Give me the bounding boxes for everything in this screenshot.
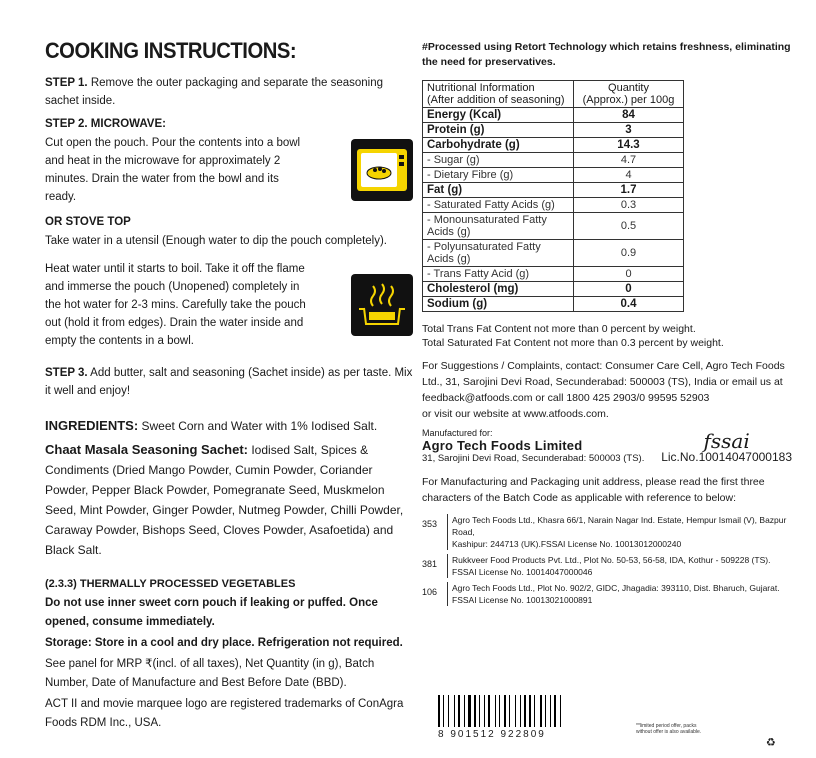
sachet-text: Iodised Salt, Spices & Condiments (Dried Mango Powder, Cumin Powder, Coriander Powder, Pepper Black Powder, Pomegranate Seed, Muskmelon Seed, Mint Powder, Ginger Powder, Nutmeg Powder, Chilli Powder, Caraway Powder, Bishops Seed, Cloves Powder, Asafoetida) and Black Salt. (45, 443, 404, 557)
nutrition-row (423, 168, 684, 183)
nutrition-row (423, 108, 684, 123)
nutrient-value: 0 (574, 267, 684, 282)
manufacturing-units (422, 514, 792, 606)
nutrient-value: 0.3 (574, 198, 684, 213)
header-col2-line2: (Approx.) per 100g (582, 94, 675, 106)
pouch-warning: Do not use inner sweet corn pouch if leaking or puffed. Once opened, consume immediately. (45, 597, 378, 628)
nutrient-value: 4 (574, 168, 684, 183)
barcode-bar (545, 695, 546, 727)
sat-fat-note: Total Saturated Fat Content not more than 0.3 percent by weight. (422, 337, 724, 349)
barcode-bar (520, 695, 521, 727)
unit-brace (442, 554, 448, 578)
nutrient-value: 0.4 (574, 297, 684, 312)
nutrient-value: 3 (574, 123, 684, 138)
unit-code: 106 (422, 587, 438, 597)
barcode-bar (511, 695, 514, 727)
manufacturer-address: 31, Sarojini Devi Road, Secunderabad: 500003 (TS). (422, 453, 645, 464)
recycle-icon: ♻ (766, 737, 776, 749)
barcode-bar (552, 695, 553, 727)
barcode-bar (522, 695, 523, 727)
step1-label: STEP 1. (45, 77, 88, 89)
nutrition-row (423, 198, 684, 213)
nutrition-header-row (423, 81, 684, 108)
header-col1-line2: (After addition of seasoning) (427, 94, 565, 106)
stove-text2: Heat water until it starts to boil. Take it off the flame and immerse the pouch (Unopened) completely in the hot water for 2-3 mins. Carefully take the pouch out (hold it from edges). Drain the water inside and empty the contents in a bowl. (45, 263, 306, 347)
fssai-license: Lic.No.10014047000183 (661, 450, 792, 464)
barcode-bar (458, 695, 460, 727)
trademark-text: ACT II and movie marquee logo are registered trademarks of ConAgra Foods RDM Inc., USA. (45, 698, 404, 729)
boiling-pot-icon (351, 274, 413, 336)
offer-note: **limited period offer, packs without offer is also available. (636, 723, 702, 735)
step2-row (45, 134, 413, 206)
barcode-bar (438, 695, 440, 727)
fssai-block (661, 429, 792, 464)
nutrient-name: - Trans Fatty Acid (g) (423, 267, 574, 282)
barcode-bar (547, 695, 549, 727)
barcode-bar (491, 695, 494, 727)
header-col1-line1: Nutritional Information (427, 82, 535, 94)
barcode-bar (540, 695, 542, 727)
batch-note: For Manufacturing and Packaging unit address, please read the first three characters of the Batch Code as applicable with reference to below: (422, 476, 765, 504)
right-column (422, 40, 792, 610)
unit-code: 353 (422, 519, 438, 529)
manufacturer-block (422, 428, 792, 464)
nutrient-name: Protein (g) (423, 123, 574, 138)
storage-text: Storage: Store in a cool and dry place. Refrigeration not required. (45, 637, 403, 649)
nutrition-row (423, 153, 684, 168)
nutrient-value: 4.7 (574, 153, 684, 168)
nutrient-name: - Saturated Fatty Acids (g) (423, 198, 574, 213)
barcode-bar (550, 695, 551, 727)
barcode-bar (534, 695, 535, 727)
unit-address (452, 554, 770, 578)
barcode-bar (495, 695, 496, 727)
step2-text: Cut open the pouch. Pour the contents into a bowl and heat in the microwave for approximately 2 minutes. Drain the water from the bowl and its ready. (45, 137, 301, 203)
left-column (45, 38, 413, 733)
nutrient-name: - Dietary Fibre (g) (423, 168, 574, 183)
step1-text: Remove the outer packaging and separate the seasoning sachet inside. (45, 77, 383, 107)
nutrition-row (423, 123, 684, 138)
barcode-bar (504, 695, 506, 727)
step3-label: STEP 3. (45, 367, 88, 379)
nutrient-name: Energy (Kcal) (423, 108, 574, 123)
product-category: (2.3.3) THERMALLY PROCESSED VEGETABLES (45, 578, 296, 590)
barcode-bar (481, 695, 483, 727)
fat-notes (422, 322, 792, 350)
nutrient-name: Sodium (g) (423, 297, 574, 312)
header-col2-line1: Quantity (608, 82, 649, 94)
cooking-title: COOKING INSTRUCTIONS: (45, 38, 297, 63)
barcode-bar (450, 695, 453, 727)
fssai-logo: fssai (703, 429, 750, 453)
barcode-number: 8 901512 922809 (438, 729, 546, 740)
unit-line2: FSSAI License No. 10013021000891 (452, 595, 593, 605)
barcode-bar (441, 695, 442, 727)
manufacturer-info (422, 428, 644, 464)
ingredients-text: Sweet Corn and Water with 1% Iodised Salt. (138, 419, 378, 433)
barcode-bar (497, 695, 498, 727)
nutrient-value: 0.9 (574, 240, 684, 267)
nutrition-table (422, 80, 684, 312)
unit-line1: Rukkveer Food Products Pvt. Ltd., Plot No. 50-53, 56-58, IDA, Kothur - 509228 (TS). (452, 555, 771, 565)
website-text: or visit our website at www.atfoods.com. (422, 408, 609, 420)
ingredients (45, 416, 413, 436)
barcode-bar (499, 695, 500, 727)
barcode-bar (557, 695, 559, 727)
barcode-bar (479, 695, 480, 727)
unit-entry (422, 514, 792, 550)
unit-line2: Kashipur: 244713 (UK).FSSAI License No. 10013012000240 (452, 539, 682, 549)
barcode-bar (529, 695, 531, 727)
barcode-bar (527, 695, 528, 727)
barcode-bar (477, 695, 478, 727)
barcode-bar (524, 695, 526, 727)
barcode-bar (488, 695, 490, 727)
nutrient-value: 1.7 (574, 183, 684, 198)
stove-label: OR STOVE TOP (45, 216, 131, 228)
contact-info (422, 358, 792, 422)
barcode-bar (509, 695, 510, 727)
unit-code: 381 (422, 559, 438, 569)
unit-entry (422, 554, 792, 578)
nutrition-header-col1 (423, 81, 574, 108)
nutrition-row (423, 267, 684, 282)
nutrient-value: 0.5 (574, 213, 684, 240)
barcode (438, 695, 738, 745)
step1 (45, 74, 413, 110)
barcode-bar (536, 695, 539, 727)
barcode-bar (562, 695, 565, 727)
manufacturer-name: Agro Tech Foods Limited (422, 438, 583, 453)
mrp-text: See panel for MRP ₹(incl. of all taxes), Net Quantity (in g), Batch Number, Date of Manufacture and Best Before Date (BBD). (45, 658, 375, 689)
barcode-bar (532, 695, 533, 727)
nutrition-row (423, 297, 684, 312)
barcode-bar (560, 695, 561, 727)
microwave-icon (351, 139, 413, 201)
barcode-bar (517, 695, 519, 727)
nutrition-row (423, 240, 684, 267)
nutrient-value: 14.3 (574, 138, 684, 153)
seasoning-sachet (45, 440, 413, 560)
unit-line1: Agro Tech Foods Ltd., Plot No. 902/2, GIDC, Jhagadia: 393110, Dist. Bharuch, Gujarat. (452, 583, 780, 593)
unit-brace (442, 514, 448, 550)
unit-brace (442, 582, 448, 606)
nutrition-row (423, 213, 684, 240)
barcode-bar (554, 695, 556, 727)
barcode-bar (445, 695, 447, 727)
barcode-bar (456, 695, 457, 727)
nutrient-name: - Monounsaturated Fatty Acids (g) (423, 213, 574, 240)
barcode-bar (454, 695, 455, 727)
unit-line2: FSSAI License No. 10014047000046 (452, 567, 593, 577)
barcode-bar (466, 695, 467, 727)
sachet-label: Chaat Masala Seasoning Sachet: (45, 442, 249, 457)
barcode-bar (464, 695, 465, 727)
unit-line1: Agro Tech Foods Ltd., Khasra 66/1, Narain Nagar Ind. Estate, Hempur Ismail (V), Bazpur Road, (452, 515, 787, 537)
unit-address (452, 582, 780, 606)
nutrient-name: Cholesterol (mg) (423, 282, 574, 297)
stove-text1: Take water in a utensil (Enough water to dip the pouch completely). (45, 235, 387, 247)
barcode-bar (501, 695, 503, 727)
barcode-bar (468, 695, 471, 727)
barcode-bar (515, 695, 516, 727)
barcode-bar (543, 695, 544, 727)
unit-address (452, 514, 792, 550)
ingredients-label: INGREDIENTS: (45, 418, 139, 433)
trans-fat-note: Total Trans Fat Content not more than 0 percent by weight. (422, 323, 696, 335)
nutrition-row (423, 282, 684, 297)
nutrient-name: Carbohydrate (g) (423, 138, 574, 153)
nutrient-name: - Sugar (g) (423, 153, 574, 168)
barcode-bar (448, 695, 449, 727)
stove-row (45, 260, 413, 350)
unit-entry (422, 582, 792, 606)
retort-note: #Processed using Retort Technology which retains freshness, eliminating the need for preservatives. (422, 41, 791, 68)
barcode-bar (472, 695, 473, 727)
nutrition-row (423, 138, 684, 153)
manufacturer-label: Manufactured for: (422, 428, 493, 438)
step2-label: STEP 2. MICROWAVE: (45, 118, 166, 130)
nutrient-value: 84 (574, 108, 684, 123)
nutrition-row (423, 183, 684, 198)
barcode-bar (507, 695, 508, 727)
nutrition-header-col2 (574, 81, 684, 108)
barcode-bar (461, 695, 463, 727)
barcode-bar (486, 695, 487, 727)
barcode-bar (474, 695, 476, 727)
nutrient-name: Fat (g) (423, 183, 574, 198)
step3 (45, 364, 413, 400)
step3-text: Add butter, salt and seasoning (Sachet inside) as per taste. Mix it well and enjoy! (45, 367, 413, 397)
nutrient-value: 0 (574, 282, 684, 297)
barcode-bar (484, 695, 485, 727)
nutrient-name: - Polyunsaturated Fatty Acids (g) (423, 240, 574, 267)
contact-text: For Suggestions / Complaints, contact: Consumer Care Cell, Agro Tech Foods Ltd., 31, Sarojini Devi Road, Secunderabad: 500003 (TS), India or email us at feedback@atfoods.com or call 1800 425 2903/0 99595 52903 (422, 360, 785, 404)
barcode-bar (443, 695, 444, 727)
